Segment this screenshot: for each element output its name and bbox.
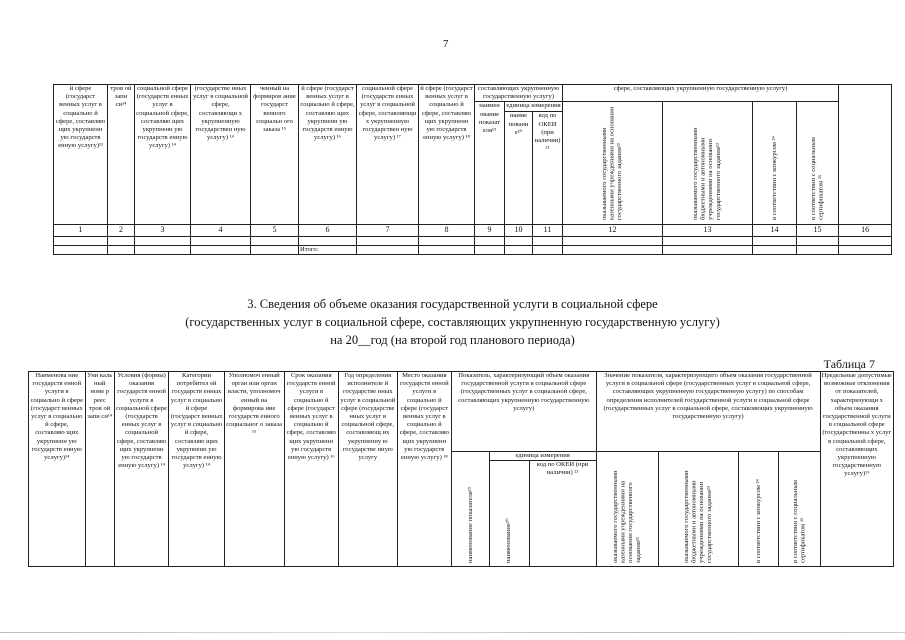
top-value-group: сфере, составляющих укрупненную государственную услугу) xyxy=(563,85,839,102)
t7-unit-code: код по ОКЕИ (при наличии) ²¹ xyxy=(529,461,596,567)
top-num-2: 2 xyxy=(108,224,135,236)
top-table xyxy=(53,84,892,255)
top-num-6: 6 xyxy=(299,224,357,236)
top-num-3: 3 xyxy=(135,224,191,236)
top-indicator-group: составляющих укрупненную государственную услугу) xyxy=(475,85,563,102)
top-v12: оказываемого государственными казенными учреждениями на основании государственного задания²² xyxy=(563,102,663,224)
t7-col-registry: Уни каль ный номе р реес тров ой запи си¹⁴ xyxy=(85,372,114,567)
top-unit-group: единица измерения xyxy=(505,102,563,112)
top-unit-name: наиме новани е²⁰ xyxy=(505,112,533,224)
top-v14: в соответствии с конкурсом ²⁴ xyxy=(753,102,797,224)
t7-deviation: Предельные допустимые возможные отклонения от показателей, характеризующи х объем оказания государственной услуги в социальной сфере (государственны х услуг в социальной сфере, составляющих укрупненную государственную услугу)¹⁹ xyxy=(820,372,893,567)
top-col-6: й сфере (государст венных услуг в социально й сфере, составляю щих укрупненн ую государств енную услугу) ¹⁶ xyxy=(299,85,357,225)
t7-col-year: Год определения исполнителе й государстве нных услуг в социальной сфере (государстве нных услуг в социальной сфере, составляющ их укрупненну ю государстве нную услугу xyxy=(338,372,397,567)
top-indicator-name: наимен ование показат еля¹⁹ xyxy=(475,102,505,224)
top-num-5: 5 xyxy=(251,224,299,236)
t7-v-konkurs: в соответствии с конкурсом ²⁴ xyxy=(738,452,778,567)
top-num-7: 7 xyxy=(357,224,419,236)
t7-col-place: Место оказания государств енной услуги в социально й сфере (государст венных услуг в социально й сфере, составляю щих укрупненн ую государств енную услугу) ¹⁸ xyxy=(397,372,451,567)
section-title-line-1: 3. Сведения об объеме оказания государственной услуги в социальной сфере xyxy=(247,297,658,311)
t7-unit-name: наименование²⁰ xyxy=(489,461,529,567)
t7-col-conditions: Условия (формы) оказания государств енной услуги в социальной сфере (государств енных услуг в социальной сфере, составляю щих укрупненн ую государств енную услугу) ¹⁴ xyxy=(114,372,168,567)
top-num-10: 10 xyxy=(505,224,533,236)
top-num-8: 8 xyxy=(419,224,475,236)
top-col-3: социальной сфере (государств енных услуг в социальной сфере, составляю щих укрупненн ую государств енную услугу) ¹⁴ xyxy=(135,85,191,225)
t7-col-term: Срок оказания государств енной услуги в социально й сфере (государст венных услуг в социально й сфере, составляю щих укрупненн ую государств енную услугу) ¹⁶ xyxy=(284,372,338,567)
top-num-12: 12 xyxy=(563,224,663,236)
section-title-line-3: на 20__год (на второй год планового периода) xyxy=(330,333,575,347)
top-col-4: (государстве нных услуг в социальной сфере, составляющи х укрупненную государствен ную услугу) ¹⁴ xyxy=(191,85,251,225)
top-num-11: 11 xyxy=(533,224,563,236)
t7-indicator-group: Показатель, характеризующий объем оказания государственной услуги в социальной сфере (государственных услуг в социальной сфере, составляющих укрупненную государственную услугу) xyxy=(452,372,597,452)
top-num-1: 1 xyxy=(54,224,108,236)
top-num-9: 9 xyxy=(475,224,505,236)
t7-v-byudzhetnye: оказываемого государственными бюджетными и автономными учреждениями на основании государственного задания²³ xyxy=(659,452,739,567)
t7-value-group: Значение показателя, характеризующего объем оказания государственной услуги в социальной сфере (государственных услуг в социальной сфере, составляющих укрупненную государственную услугу) по способам определения исполнителей государственной услуги в социальной сфере (государственных услуг в социальной сфере, составляющих укрупненную государственную услугу) xyxy=(596,372,820,452)
total-label: Итого: xyxy=(299,245,357,254)
table-caption: Таблица 7 xyxy=(823,357,875,371)
top-num-16: 16 xyxy=(839,224,892,236)
t7-indicator-name: наименование показателя¹⁹ xyxy=(452,452,490,567)
top-col-2: тров ой запи си¹⁴ xyxy=(108,85,135,225)
table-7 xyxy=(28,371,894,567)
section-title-line-2: (государственных услуг в социальной сфере, составляющих укрупненную государственную услугу) xyxy=(185,315,720,329)
page-number: 7 xyxy=(443,38,449,50)
t7-v-sertifikat: в соответствии с социальным сертификатом ²⁵ xyxy=(778,452,820,567)
top-col-16-header xyxy=(839,85,892,225)
top-col-8: й сфере (государст венных услуг в социально й сфере, составляю щих укрупненн ую государств енную услугу) ¹⁸ xyxy=(419,85,475,225)
top-col-7: социальной сфере (государств енных услуг в социальной сфере, составляющи х укрупненную государствен ную услугу) ¹⁷ xyxy=(357,85,419,225)
top-num-15: 15 xyxy=(797,224,839,236)
t7-v-kazennye: оказываемого государственными казенными учреждениями на основании государственного задания²² xyxy=(596,452,659,567)
t7-col-service-name: Наименова ние государств енной услуги в социально й сфере (государст венных услуг в социально й сфере, составляю щих укрупненн ую государств енную услугу)¹⁴ xyxy=(29,372,86,567)
top-num-13: 13 xyxy=(663,224,753,236)
t7-col-categories: Категории потребител ей государств енных услуг в социально й сфере (государст венных услуг в социально й сфере, составляю щих укрупненн ую государств енную услугу) ¹⁴ xyxy=(169,372,225,567)
top-num-14: 14 xyxy=(753,224,797,236)
top-col-1: й сфере (государст венных услуг в социально й сфере, составляю щих укрупненн ую государств енную услугу)¹³ xyxy=(54,85,108,225)
t7-unit-group: единица измерения xyxy=(489,452,596,461)
top-unit-code: код по ОКЕИ (при наличии) ²¹ xyxy=(533,112,563,224)
top-v13: оказываемого государственными бюджетными и автономными учреждениями на основании государственного задания²³ xyxy=(663,102,753,224)
t7-col-authority: Уполномоч енный орган или орган власти, уполномоч енный на формирова ние государств енного социальног о заказа ¹⁵ xyxy=(224,372,284,567)
top-col-5: ченный на формиров ание государст венного социальн ого заказа ¹⁵ xyxy=(251,85,299,225)
scan-edge-line xyxy=(0,632,905,633)
top-v15: в соответствии с социальным сертификатом ²⁵ xyxy=(797,102,839,224)
top-num-4: 4 xyxy=(191,224,251,236)
